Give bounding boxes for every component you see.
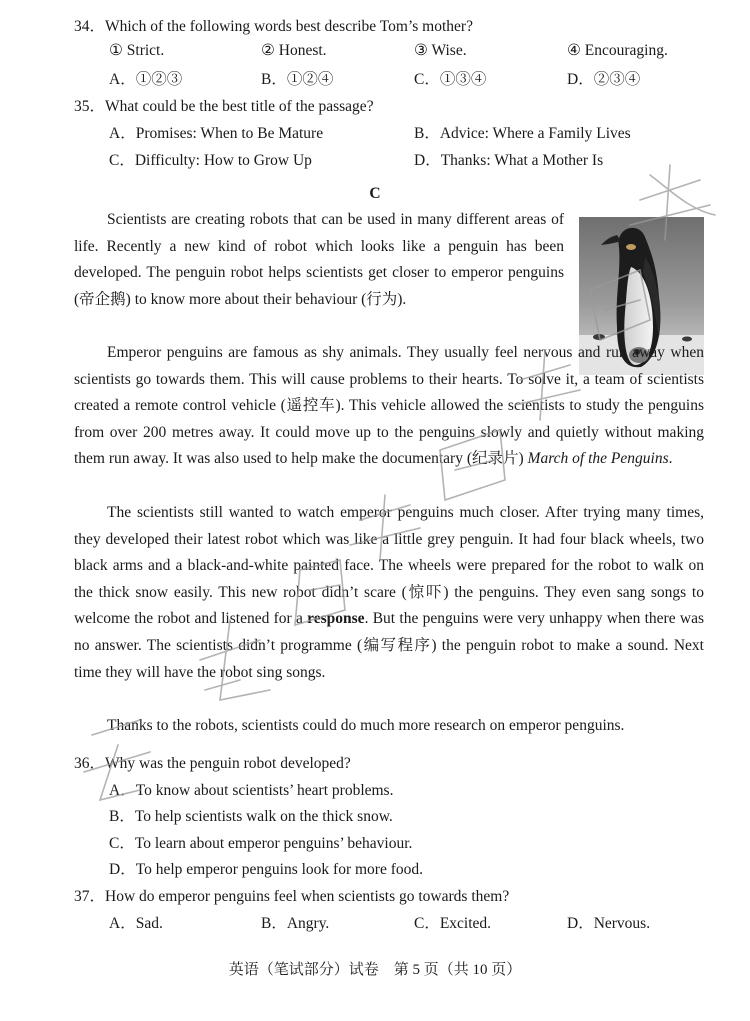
page-footer: 英语（笔试部分）试卷 第 5 页（共 10 页） bbox=[228, 962, 522, 978]
passage-paragraph-2-text: Emperor penguins are famous as shy animals. They usually feel nervous and run away when scientists go towards them. This will cause problems to their hearts. To solve it, a team of scientists created a remote control vehicle (遥控车). This vehicle allowed the scientists to study the penguins from over 200 metres away. It could move up to the penguins slowly and quietly without making them run away. It was also used to help make the documentary (纪录片) bbox=[74, 344, 704, 468]
q37-choice-c: C．Excited. bbox=[414, 915, 492, 932]
q36-choice-b: B．To help scientists walk on the thick snow. bbox=[109, 808, 393, 825]
question-35-stem: 35．What could be the best title of the passage? bbox=[74, 98, 374, 115]
q36-choice-c: C．To learn about emperor penguins’ behaviour. bbox=[109, 835, 413, 852]
q34-item-3: ③ Wise. bbox=[414, 42, 467, 59]
passage-paragraph-1: Scientists are creating robots that can be used in many different areas of life. Recently a new kind of robot which looks like a penguin has been developed. The penguin robot helps scientists get closer to emperor penguins (帝企鹅) to know more about their behaviour (行为). bbox=[74, 211, 564, 308]
keyword-response: response bbox=[307, 610, 365, 628]
q37-choice-b: B．Angry. bbox=[261, 915, 330, 932]
q34-choice-c: C．①③④ bbox=[414, 71, 487, 88]
passage-paragraph-4: Thanks to the robots, scientists could do much more research on emperor penguins. bbox=[107, 717, 625, 734]
question-34-stem: 34．Which of the following words best describe Tom’s mother? bbox=[74, 18, 473, 35]
section-heading: C bbox=[369, 185, 381, 202]
passage-paragraph-3-text-b: . But the penguins were very unhappy when there was no answer. The scientists didn’t programme (编写程序) the penguin robot to make a sound. Next time they will have the robot sing songs. bbox=[74, 610, 704, 681]
passage-paragraph-3-text-a: The scientists still wanted to watch emperor penguins much closer. After trying many times, they developed their latest robot which was like a little grey penguin. It had four black wheels, two black arms and a black-and-white painted face. The wheels were prepared for the robot to walk on the thick snow easily. This new robot didn’t scare (惊吓) the penguins. They even sang songs to welcome the robot and listened for a bbox=[74, 504, 704, 628]
q35-choice-a: A．Promises: When to Be Mature bbox=[109, 125, 324, 142]
question-37-stem: 37．How do emperor penguins feel when scientists go towards them? bbox=[74, 888, 510, 905]
q35-choice-c: C．Difficulty: How to Grow Up bbox=[109, 152, 312, 169]
passage-paragraph-2 bbox=[74, 340, 704, 473]
question-36-stem: 36．Why was the penguin robot developed? bbox=[74, 755, 351, 772]
q34-choice-d: D．②③④ bbox=[567, 71, 641, 88]
q36-choice-a: A．To know about scientists’ heart problems. bbox=[109, 782, 394, 799]
q37-choice-d: D．Nervous. bbox=[567, 915, 651, 932]
q34-item-1: ① Strict. bbox=[109, 42, 165, 59]
q37-choice-a: A．Sad. bbox=[109, 915, 163, 932]
q36-choice-d: D．To help emperor penguins look for more food. bbox=[109, 861, 424, 878]
passage-paragraph-3 bbox=[74, 500, 704, 686]
q34-choice-a: A．①②③ bbox=[109, 71, 183, 88]
q34-item-2: ② Honest. bbox=[261, 42, 327, 59]
passage-paragraph-2-end: . bbox=[668, 450, 673, 468]
q34-item-4: ④ Encouraging. bbox=[567, 42, 668, 59]
q34-choice-b: B．①②④ bbox=[261, 71, 334, 88]
documentary-title: March of the Penguins bbox=[527, 450, 669, 468]
q35-choice-d: D．Thanks: What a Mother Is bbox=[414, 152, 604, 169]
q35-choice-b: B．Advice: Where a Family Lives bbox=[414, 125, 631, 142]
